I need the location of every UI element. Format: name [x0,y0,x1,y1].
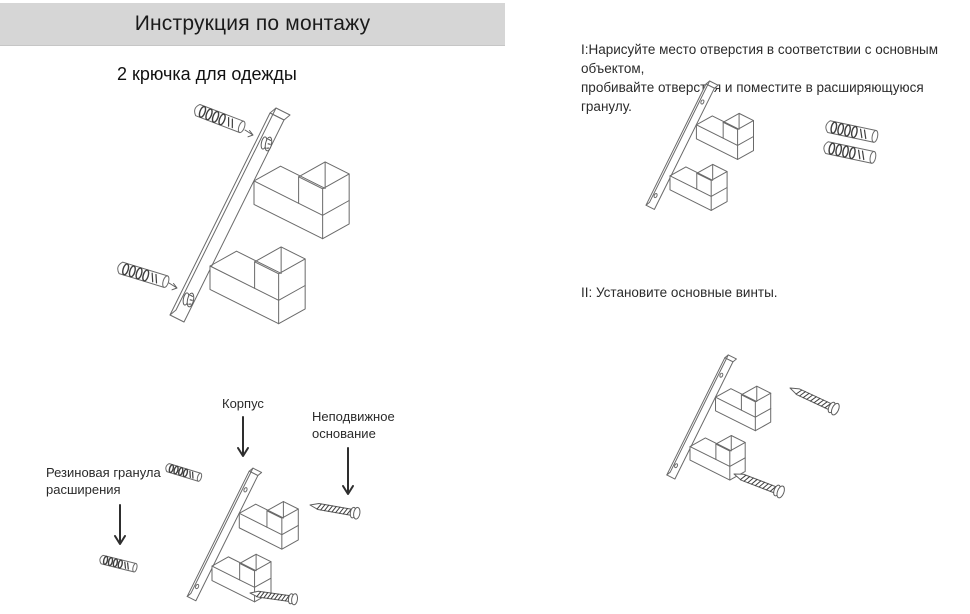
anchor-icon [99,555,138,573]
step1-diagram [600,78,960,278]
anchor-icon [116,261,170,288]
anchor-icon [823,141,877,164]
anchor-icon [193,103,247,133]
hook-assembly-drawing [187,468,298,602]
insert-arrow-icon [169,283,177,290]
anchor-icon [825,120,879,143]
page-title: Инструкция по монтажу [134,12,371,35]
step1-line1: I:Нарисуйте место отверстия в соответствии с основным объектом, [581,42,939,76]
main-assembly-diagram [100,95,400,335]
screw-icon [787,382,840,416]
label-arrow-body [238,417,248,456]
step1-line2: пробивайте отверстия и поместите в расширяющуюся гранулу. [581,80,924,114]
label-fixed-base: Неподвижное основание [312,409,395,441]
header-bar [0,3,505,46]
insert-arrow-icon [245,130,253,137]
hook-assembly-drawing [667,355,771,480]
step2-diagram [618,328,963,543]
product-name: 2 крючка для одежды [117,64,297,84]
screw-icon [309,499,361,519]
label-body: Корпус [222,396,264,411]
hook-assembly-drawing [646,81,753,210]
label-arrow-fixed-base [343,448,353,494]
label-arrow-granule [115,505,125,544]
hook-assembly-drawing [170,108,349,324]
label-expansion-granule: Резиновая гранула расширения [46,465,161,497]
parts-diagram [40,393,440,614]
step2-instruction: II: Установите основные винты. [581,285,778,300]
